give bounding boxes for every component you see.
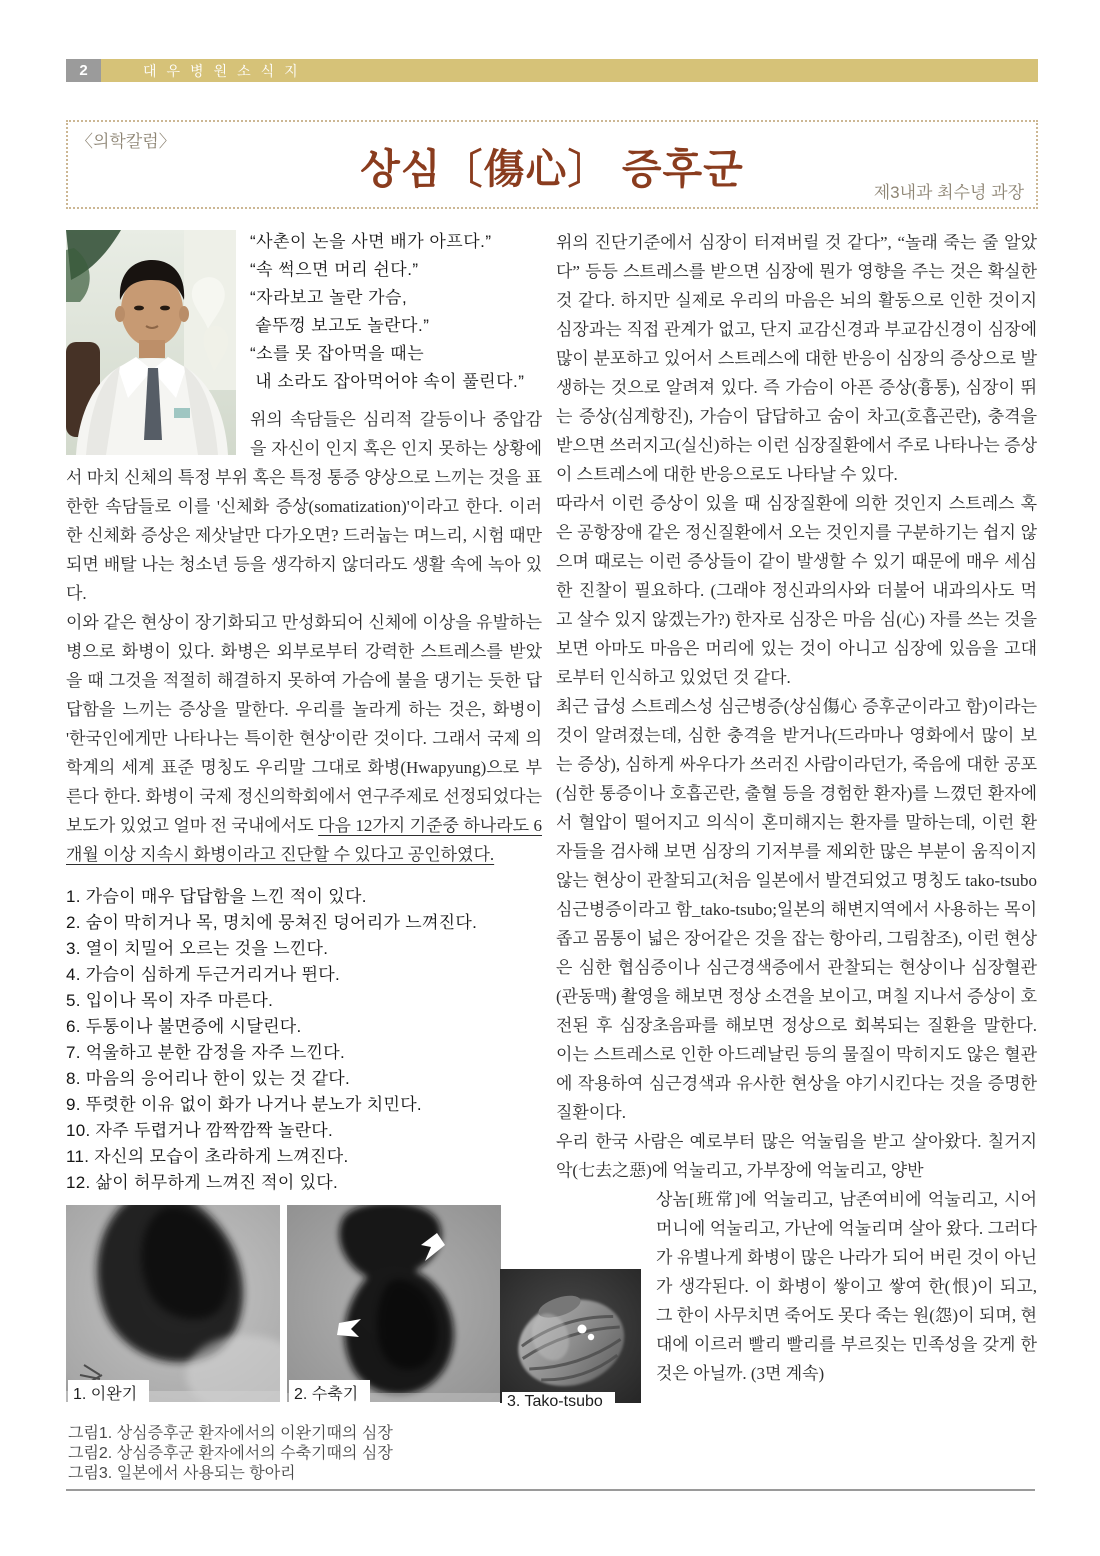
figure-caption-3: 그림3. 일본에서 사용되는 항아리 (68, 1465, 296, 1482)
checklist-item: 2. 숨이 막히거나 목, 명치에 뭉쳐진 덩어리가 느껴진다. (66, 913, 478, 932)
right-paragraph-4b-text: 상놈[班常]에 억눌리고, 남존여비에 억눌리고, 시어머니에 억눌리고, 가난에 억눌리며 살아 왔다. 그러다가 유별나게 화병이 많은 나라가 되어 버린 것이 아닌가 생각된다. 이 화병이 쌓이고 쌓여 한(恨)이 되고, 그 한이 사무치면 죽어도 못다 죽는 원(怨)이 되며, (656, 1190, 1037, 1325)
bottom-divider-rule (66, 1489, 1035, 1491)
figure-3-label: 3. Tako-tsubo (502, 1392, 615, 1414)
right-paragraph-4a: 우리 한국 사람은 예로부터 많은 억눌림을 받고 살아왔다. 칠거지악(七去之惡)에 억눌리고, 가부장에 억눌리고, 양반 (556, 1132, 1037, 1180)
right-paragraph-2: 따라서 이런 증상이 있을 때 심장질환에 의한 것인지 스트레스 혹은 공항장애 같은 정신질환에서 오는 것인지를 구분하기는 쉽지 않으며 때로는 이런 증상들이 같이 발생할 수 있기 때문에 매우 세심한 진찰이 필요하다. (그래야 정신과의사와 더불어 내과의사도 먹고 살수 있지 않겠는가?) 한자로 심장은 마음 심(心) 자를 쓰는 것을 보면 아마도 마음은 머리에 있는 것이 아니고 심장에 있음을 고대로부터 인식하고 있었던 것 같다. (556, 494, 1037, 687)
figure-2-label: 2. 수축기 (289, 1380, 370, 1407)
checklist-item: 8. 마음의 응어리나 한이 있는 것 같다. (66, 1069, 351, 1088)
left-paragraph-2 (66, 608, 542, 869)
left-paragraph-2-underlined: 다음 12가지 기준중 하나라도 6개월 이상 지속시 화병이라고 진단할 수 있다고 공인하였다. (66, 816, 542, 864)
checklist-item: 12. 삶이 허무하게 느껴진 적이 있다. (66, 1173, 339, 1192)
article-author: 제3내과 최수녕 과장 (873, 183, 1024, 202)
proverb-line: “속 썩으면 머리 쉰다.” (250, 260, 419, 279)
proverb-line: “사촌이 논을 사면 배가 아프다.” (250, 232, 492, 251)
article-title: 상심〔傷心〕 증후군 (360, 146, 744, 192)
proverb-line: 내 소라도 잡아먹어야 속이 풀린다.” (250, 372, 525, 391)
figure-caption-1: 그림1. 상심증후군 환자에서의 이완기때의 심장 (68, 1425, 393, 1442)
left-column (66, 228, 542, 1196)
checklist-item: 6. 두통이나 불면증에 시달린다. (66, 1017, 302, 1036)
column-category: 〈의학칼럼〉 (76, 132, 176, 151)
doctor-photo (66, 230, 236, 455)
checklist-item: 3. 열이 치밀어 오르는 것을 느낀다. (66, 939, 329, 958)
right-paragraph-3: 최근 급성 스트레스성 심근병증(상심傷心 증후군이라고 함)이라는 것이 알려졌는데, 심한 충격을 받거나(드라마나 영화에서 많이 보는 증상), 심하게 싸우다가 쓰러진 사람이라던가, 죽음에 대한 공포(심한 통증이나 호흡곤란, 출혈 등을 경험한 환자)를 느꼈던 환자에서 혈압이 떨어지고 의식이 혼미해지는 환자를 말하는데, 이런 환자들을 검사해 보면 심장의 기저부를 제외한 많은 부분이 움직이지 않는 현상이 관찰되고(처음 일본에서 발견되었고 명칭도 tako-tsubo 심근병증이라고 함_tako-tsubo;일본의 해변지역에서 사용하는 목이 좁고 몸통이 넓은 장어같은 것을 잡는 항아리, 그림참조), 이런 현상은 심한 협심증이나 심근경색증에서 관찰되는 현상이나 심장혈관(관동맥) 촬영을 해보면 정상 소견을 보이고, 며칠 지나서 증상이 호전된 후 심장초음파를 해보면 정상으로 회복되는 질환을 말한다. 이는 스트레스로 인한 아드레날린 등의 물질이 막히지도 않은 혈관에 작용하여 심근경색과 유사한 현상을 야기시킨다는 것을 증명한 질환이다. (556, 697, 1037, 1122)
newsletter-title-bar: 대우병원소식지 (101, 59, 1038, 82)
figure-captions (68, 1424, 393, 1484)
right-paragraph-4c-text: 현대에 이르러 빨리 빨리를 부르짖는 민족성을 갖게 한 것은 아닐까. (3면 계속) (656, 1306, 1037, 1383)
page-header (66, 59, 1038, 82)
checklist-item: 9. 뚜렷한 이유 없이 화가 나거나 분노가 치민다. (66, 1095, 422, 1114)
checklist-item: 7. 억울하고 분한 감정을 자주 느낀다. (66, 1043, 346, 1062)
figure-2-xray-systole (287, 1205, 501, 1402)
figure-1-label: 1. 이완기 (68, 1380, 149, 1407)
figure-1-xray-diastole (66, 1205, 280, 1402)
right-paragraph-1: 위의 진단기준에서 심장이 터져버릴 것 같다”, “놀래 죽는 줄 알았다” 등등 스트레스를 받으면 심장에 뭔가 영향을 주는 것은 확실한 것 같다. 하지만 실제로 우리의 마음은 뇌의 활동으로 인한 것이지 심장과는 직접 관계가 없고, 단지 교감신경과 부교감신경이 심장에 많이 분포하고 있어서 스트레스에 대한 반응이 심장의 증상으로 발생하는 것으로 알려져 있다. 즉 가슴이 아픈 증상(흉통), 심장이 뛰는 증상(심계항진), 가슴이 답답하고 숨이 차고(호흡곤란), 충격을 받으면 쓰러지고(실신)하는 이런 심장질환에서 주로 나타나는 증상이 스트레스에 대한 반응으로도 나타날 수 있다. (556, 233, 1037, 484)
checklist-item: 11. 자신의 모습이 초라하게 느껴진다. (66, 1147, 349, 1166)
figure-caption-2: 그림2. 상심증후군 환자에서의 수축기때의 심장 (68, 1445, 393, 1462)
checklist-item: 4. 가슴이 심하게 두근거리거나 뛴다. (66, 965, 341, 984)
right-column (556, 228, 1037, 1388)
article-title-box (66, 120, 1038, 209)
proverb-line: “소를 못 잡아먹을 때는 (250, 344, 425, 363)
proverb-line: “자라보고 놀란 가슴, (250, 288, 408, 307)
checklist-item: 10. 자주 두렵거나 깜짝깜짝 놀란다. (66, 1121, 334, 1140)
figure-3-takotsubo-pot (500, 1269, 641, 1410)
hwabyung-checklist (66, 884, 542, 1196)
left-paragraph-1: 위의 속담들은 심리적 갈등이나 중압감을 자신이 인지 혹은 인지 못하는 상황에서 마치 신체의 특정 부위 혹은 특정 통증 양상으로 느끼는 것을 표한한 속담들로 이를 '신체화 증상(somatization)'이라고 한다. 이러한 신체화 증상은 제삿날만 다가오면? 드러눕는 며느리, 시험 때만 되면 배탈 나는 청소년 등을 생각하지 않더라도 생활 속에 녹아 있다. (66, 410, 542, 603)
checklist-item: 5. 입이나 목이 자주 마른다. (66, 991, 274, 1010)
checklist-item: 1. 가슴이 매우 답답함을 느낀 적이 있다. (66, 887, 367, 906)
left-paragraph-2-text: 이와 같은 현상이 장기화되고 만성화되어 신체에 이상을 유발하는 병으로 화병이 있다. 화병은 외부로부터 강력한 스트레스를 받았을 때 그것을 적절히 해결하지 못하여 가슴에 불을 댕기는 듯한 답답함을 느끼는 증상을 말한다. 우리를 놀라게 하는 것은, 화병이 '한국인에게만 나타나는 특이한 현상'이란 것이다. 그래서 국제 의학계의 세계 표준 명칭도 우리말 그대로 화병(Hwapyung)으로 부른다 한다. 화병이 국제 정신의학회에서 연구주제로 선정되었다는 보도가 있었고 얼마 전 국내에서도 (66, 613, 542, 835)
page-number: 2 (66, 59, 101, 82)
proverb-line: 솥뚜껑 보고도 놀란다.” (250, 316, 430, 335)
